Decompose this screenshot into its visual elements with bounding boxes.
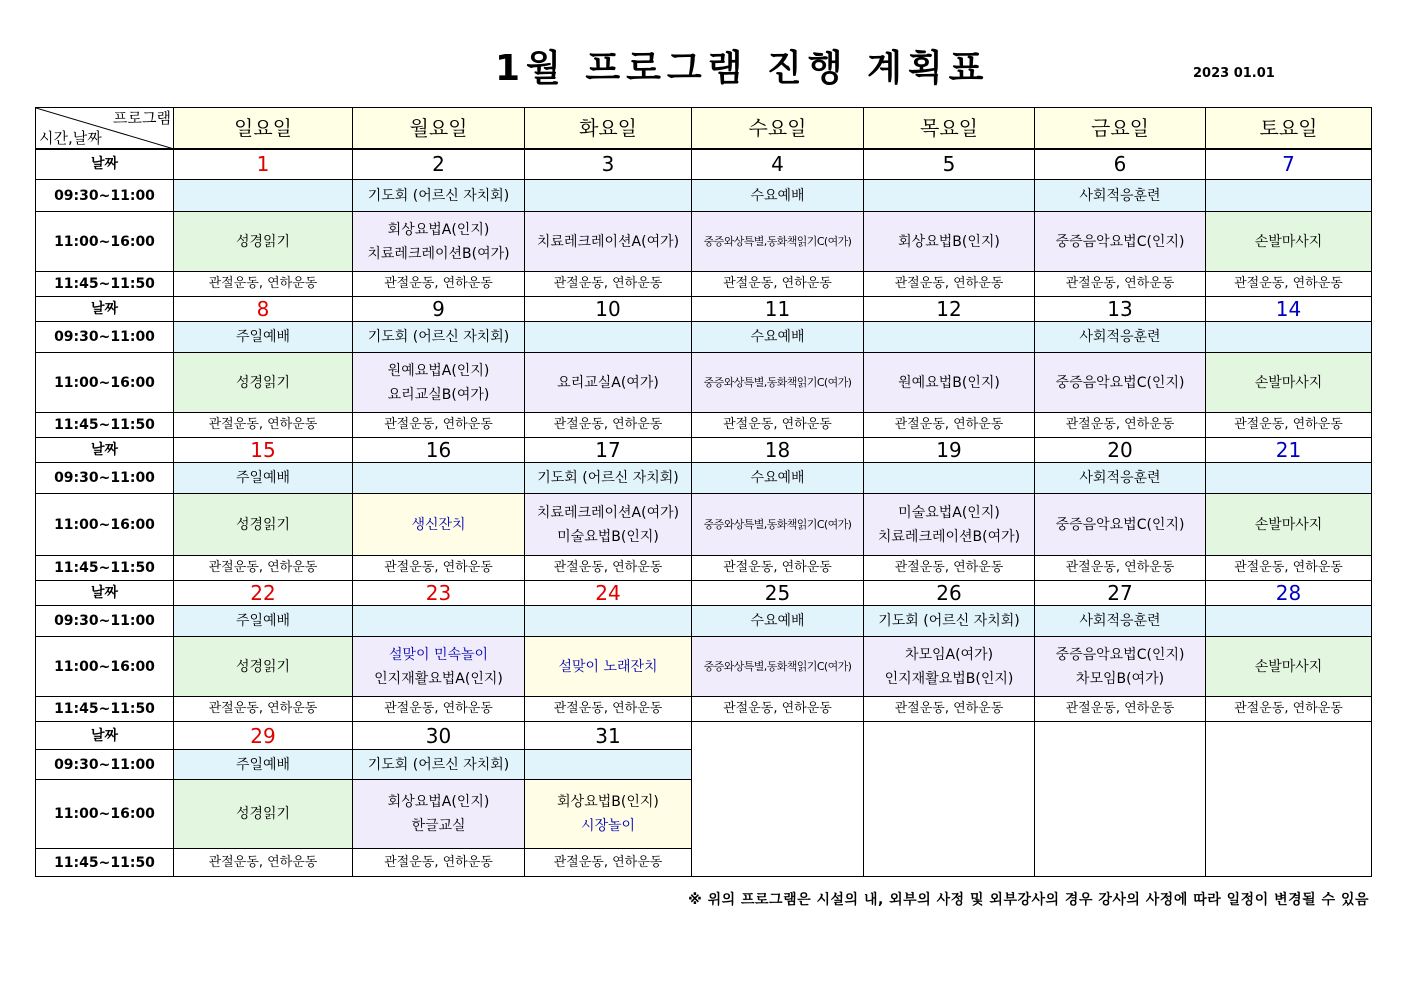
day-header-sun: 일요일 [174, 108, 353, 149]
row-label-exercise: 11:45~11:50 [36, 272, 174, 297]
exercise-program-sun: 관절운동, 연하운동 [174, 272, 353, 297]
morning-program-mon: 기도회 (어르신 자치회) [353, 322, 525, 353]
row-label-daytime: 11:00~16:00 [36, 212, 174, 272]
daytime-program-mon [353, 494, 525, 556]
morning-program-sun: 주일예배 [174, 750, 353, 780]
daytime-program-tue [525, 494, 692, 556]
daytime-program-fri [1035, 212, 1206, 272]
date-cell-thu: 5 [864, 149, 1035, 180]
date-cell-tue: 24 [525, 581, 692, 606]
daytime-program-thu [864, 494, 1035, 556]
daytime-slot-row [36, 780, 1372, 849]
row-label-exercise: 11:45~11:50 [36, 556, 174, 581]
document-date: 2023 01.01 [1193, 66, 1275, 81]
date-cell-mon: 2 [353, 149, 525, 180]
empty-cell [864, 750, 1035, 780]
footnote: ※ 위의 프로그램은 시설의 내, 외부의 사정 및 외부강사의 경우 강사의 사정에 따라 일정이 변경될 수 있음 [688, 892, 1369, 908]
date-cell-sun: 15 [174, 438, 353, 463]
program-line: 치료레크레이션B(여가) [367, 245, 510, 262]
daytime-program-wed [692, 637, 864, 697]
exercise-program-sat: 관절운동, 연하운동 [1206, 413, 1372, 438]
morning-program-fri: 사회적응훈련 [1035, 463, 1206, 494]
date-cell-fri: 27 [1035, 581, 1206, 606]
daytime-program-sat [1206, 353, 1372, 413]
exercise-program-sun: 관절운동, 연하운동 [174, 697, 353, 722]
program-line: 손발마사지 [1254, 516, 1323, 533]
exercise-slot-row [36, 697, 1372, 722]
date-cell-sun: 22 [174, 581, 353, 606]
program-line: 중증음악요법C(인지) [1055, 374, 1185, 391]
empty-cell [1035, 849, 1206, 877]
program-line: 인지재활요법A(인지) [374, 670, 503, 687]
program-line: 성경읽기 [235, 233, 291, 250]
daytime-program-tue [525, 780, 692, 849]
row-label-daytime: 11:00~16:00 [36, 637, 174, 697]
program-line: 설맞이 민속놀이 [388, 646, 489, 663]
morning-program-fri: 사회적응훈련 [1035, 322, 1206, 353]
program-line: 중증음악요법C(인지) [1055, 233, 1185, 250]
exercise-program-sun: 관절운동, 연하운동 [174, 413, 353, 438]
date-cell-tue: 31 [525, 722, 692, 750]
morning-slot-row [36, 180, 1372, 212]
empty-cell [1206, 849, 1372, 877]
daytime-slot-row [36, 637, 1372, 697]
date-cell-sun: 1 [174, 149, 353, 180]
daytime-program-mon [353, 780, 525, 849]
daytime-program-fri [1035, 353, 1206, 413]
daytime-program-tue [525, 637, 692, 697]
program-line: 원예요법A(인지) [387, 362, 490, 379]
daytime-slot-row [36, 353, 1372, 413]
exercise-program-sun: 관절운동, 연하운동 [174, 556, 353, 581]
daytime-program-tue [525, 353, 692, 413]
row-label-morning: 09:30~11:00 [36, 606, 174, 637]
morning-program-tue [525, 606, 692, 637]
program-line: 미술요법A(인지) [898, 504, 1000, 521]
program-line: 차모임B(여가) [1075, 670, 1165, 687]
program-line: 회상요법A(인지) [387, 794, 490, 810]
exercise-program-tue: 관절운동, 연하운동 [525, 413, 692, 438]
program-line: 시장놀이 [580, 818, 636, 834]
program-line: 성경읽기 [235, 516, 291, 533]
date-cell-fri: 13 [1035, 297, 1206, 322]
date-row [36, 297, 1372, 322]
program-line: 성경읽기 [235, 374, 291, 391]
exercise-program-mon: 관절운동, 연하운동 [353, 697, 525, 722]
date-cell-wed: 25 [692, 581, 864, 606]
exercise-slot-row [36, 849, 1372, 877]
daytime-program-mon [353, 637, 525, 697]
date-cell-thu: 26 [864, 581, 1035, 606]
date-cell-tue: 17 [525, 438, 692, 463]
daytime-program-thu [864, 353, 1035, 413]
exercise-program-sun: 관절운동, 연하운동 [174, 849, 353, 877]
row-label-date: 날짜 [36, 438, 174, 463]
daytime-program-wed [692, 494, 864, 556]
date-cell-sat: 7 [1206, 149, 1372, 180]
morning-program-mon: 기도회 (어르신 자치회) [353, 180, 525, 212]
program-line: 중증와상특별,동화책읽기C(여가) [703, 234, 852, 248]
program-line: 차모임A(여가) [904, 646, 994, 663]
empty-cell [692, 750, 864, 780]
exercise-program-thu: 관절운동, 연하운동 [864, 556, 1035, 581]
row-label-exercise: 11:45~11:50 [36, 849, 174, 877]
day-header-fri: 금요일 [1035, 108, 1206, 149]
morning-program-thu [864, 322, 1035, 353]
date-cell-sat: 14 [1206, 297, 1372, 322]
morning-program-mon [353, 606, 525, 637]
morning-program-mon [353, 463, 525, 494]
date-cell-thu: 19 [864, 438, 1035, 463]
program-line: 성경읽기 [235, 658, 291, 675]
daytime-program-wed [692, 353, 864, 413]
program-line: 중증와상특별,동화책읽기C(여가) [703, 659, 852, 673]
exercise-program-wed: 관절운동, 연하운동 [692, 697, 864, 722]
morning-program-tue [525, 322, 692, 353]
day-header-wed: 수요일 [692, 108, 864, 149]
program-line: 치료레크레이션A(여가) [536, 504, 680, 521]
morning-program-sat [1206, 463, 1372, 494]
morning-program-tue: 기도회 (어르신 자치회) [525, 463, 692, 494]
daytime-program-thu [864, 637, 1035, 697]
program-line: 중증음악요법C(인지) [1055, 646, 1185, 663]
header-corner [36, 108, 174, 149]
morning-program-sun: 주일예배 [174, 606, 353, 637]
exercise-slot-row [36, 413, 1372, 438]
daytime-program-sat [1206, 637, 1372, 697]
empty-cell [864, 780, 1035, 849]
exercise-program-wed: 관절운동, 연하운동 [692, 413, 864, 438]
exercise-program-mon: 관절운동, 연하운동 [353, 413, 525, 438]
row-label-date: 날짜 [36, 581, 174, 606]
daytime-program-sun [174, 353, 353, 413]
corner-time-date-label: 시간,날짜 [39, 128, 102, 147]
program-line: 설맞이 노래잔치 [558, 658, 658, 675]
day-header-row [36, 108, 1372, 149]
exercise-program-mon: 관절운동, 연하운동 [353, 849, 525, 877]
date-cell-tue: 3 [525, 149, 692, 180]
daytime-program-mon [353, 212, 525, 272]
morning-program-thu [864, 463, 1035, 494]
exercise-slot-row [36, 556, 1372, 581]
program-line: 회상요법B(인지) [898, 233, 1000, 250]
daytime-program-wed [692, 212, 864, 272]
row-label-morning: 09:30~11:00 [36, 463, 174, 494]
morning-program-mon: 기도회 (어르신 자치회) [353, 750, 525, 780]
exercise-program-tue: 관절운동, 연하운동 [525, 272, 692, 297]
date-cell-sun: 8 [174, 297, 353, 322]
exercise-program-thu: 관절운동, 연하운동 [864, 272, 1035, 297]
row-label-morning: 09:30~11:00 [36, 750, 174, 780]
exercise-program-tue: 관절운동, 연하운동 [525, 849, 692, 877]
morning-program-wed: 수요예배 [692, 463, 864, 494]
program-line: 회상요법B(인지) [557, 794, 659, 810]
daytime-program-fri [1035, 637, 1206, 697]
schedule-table [35, 107, 1372, 877]
program-line: 생신잔치 [411, 516, 466, 533]
row-label-exercise: 11:45~11:50 [36, 697, 174, 722]
empty-cell [1035, 750, 1206, 780]
exercise-program-fri: 관절운동, 연하운동 [1035, 272, 1206, 297]
daytime-program-sat [1206, 494, 1372, 556]
morning-program-wed: 수요예배 [692, 180, 864, 212]
date-cell-thu: 12 [864, 297, 1035, 322]
row-label-date: 날짜 [36, 149, 174, 180]
morning-program-wed: 수요예배 [692, 322, 864, 353]
program-line: 치료레크레이션B(여가) [877, 528, 1021, 545]
row-label-daytime: 11:00~16:00 [36, 494, 174, 556]
daytime-program-sun [174, 637, 353, 697]
program-line: 중증와상특별,동화책읽기C(여가) [703, 375, 852, 389]
date-cell-sat: 28 [1206, 581, 1372, 606]
empty-cell [692, 849, 864, 877]
program-line: 중증와상특별,동화책읽기C(여가) [703, 517, 852, 531]
empty-cell [692, 722, 864, 750]
page-title: 1월 프로그램 진행 계획표 [495, 48, 990, 89]
program-line: 미술요법B(인지) [557, 528, 659, 545]
date-cell-sat: 21 [1206, 438, 1372, 463]
program-line: 원예요법B(인지) [898, 374, 1000, 391]
morning-slot-row [36, 463, 1372, 494]
program-line: 인지재활요법B(인지) [884, 670, 1014, 687]
date-row [36, 722, 1372, 750]
program-line: 손발마사지 [1254, 658, 1323, 675]
day-header-thu: 목요일 [864, 108, 1035, 149]
daytime-slot-row [36, 212, 1372, 272]
program-line: 손발마사지 [1254, 233, 1323, 250]
exercise-program-tue: 관절운동, 연하운동 [525, 697, 692, 722]
exercise-program-fri: 관절운동, 연하운동 [1035, 413, 1206, 438]
exercise-program-sat: 관절운동, 연하운동 [1206, 272, 1372, 297]
morning-program-thu: 기도회 (어르신 자치회) [864, 606, 1035, 637]
empty-cell [1206, 780, 1372, 849]
morning-program-sun: 주일예배 [174, 322, 353, 353]
empty-cell [1035, 722, 1206, 750]
exercise-program-wed: 관절운동, 연하운동 [692, 556, 864, 581]
morning-program-tue [525, 180, 692, 212]
exercise-program-tue: 관절운동, 연하운동 [525, 556, 692, 581]
daytime-slot-row [36, 494, 1372, 556]
exercise-program-fri: 관절운동, 연하운동 [1035, 697, 1206, 722]
morning-program-thu [864, 180, 1035, 212]
daytime-program-sun [174, 494, 353, 556]
daytime-program-sun [174, 212, 353, 272]
program-line: 요리교실A(여가) [557, 374, 659, 391]
morning-program-sun: 주일예배 [174, 463, 353, 494]
day-header-tue: 화요일 [525, 108, 692, 149]
daytime-program-thu [864, 212, 1035, 272]
morning-program-fri: 사회적응훈련 [1035, 180, 1206, 212]
date-cell-mon: 16 [353, 438, 525, 463]
morning-program-tue [525, 750, 692, 780]
morning-program-fri: 사회적응훈련 [1035, 606, 1206, 637]
program-line: 회상요법A(인지) [387, 221, 490, 238]
exercise-program-sat: 관절운동, 연하운동 [1206, 697, 1372, 722]
row-label-date: 날짜 [36, 297, 174, 322]
date-cell-wed: 18 [692, 438, 864, 463]
daytime-program-fri [1035, 494, 1206, 556]
program-line: 요리교실B(여가) [387, 386, 490, 403]
exercise-slot-row [36, 272, 1372, 297]
program-line: 치료레크레이션A(여가) [536, 233, 680, 250]
empty-cell [1035, 780, 1206, 849]
exercise-program-thu: 관절운동, 연하운동 [864, 413, 1035, 438]
program-line: 성경읽기 [235, 806, 291, 822]
program-line: 한글교실 [411, 818, 466, 834]
empty-cell [864, 722, 1035, 750]
day-header-sat: 토요일 [1206, 108, 1372, 149]
date-cell-fri: 6 [1035, 149, 1206, 180]
morning-slot-row [36, 750, 1372, 780]
empty-cell [864, 849, 1035, 877]
daytime-program-sat [1206, 212, 1372, 272]
date-row [36, 581, 1372, 606]
exercise-program-wed: 관절운동, 연하운동 [692, 272, 864, 297]
date-cell-tue: 10 [525, 297, 692, 322]
morning-program-sat [1206, 606, 1372, 637]
exercise-program-mon: 관절운동, 연하운동 [353, 272, 525, 297]
daytime-program-sun [174, 780, 353, 849]
row-label-morning: 09:30~11:00 [36, 322, 174, 353]
row-label-date: 날짜 [36, 722, 174, 750]
date-cell-mon: 30 [353, 722, 525, 750]
morning-slot-row [36, 322, 1372, 353]
exercise-program-fri: 관절운동, 연하운동 [1035, 556, 1206, 581]
date-row [36, 149, 1372, 180]
row-label-morning: 09:30~11:00 [36, 180, 174, 212]
exercise-program-sat: 관절운동, 연하운동 [1206, 556, 1372, 581]
date-row [36, 438, 1372, 463]
corner-program-label: 프로그램 [113, 109, 171, 127]
row-label-daytime: 11:00~16:00 [36, 353, 174, 413]
exercise-program-mon: 관절운동, 연하운동 [353, 556, 525, 581]
program-line: 손발마사지 [1254, 374, 1323, 391]
empty-cell [1206, 722, 1372, 750]
row-label-exercise: 11:45~11:50 [36, 413, 174, 438]
exercise-program-thu: 관절운동, 연하운동 [864, 697, 1035, 722]
morning-program-sun [174, 180, 353, 212]
row-label-daytime: 11:00~16:00 [36, 780, 174, 849]
day-header-mon: 월요일 [353, 108, 525, 149]
daytime-program-tue [525, 212, 692, 272]
morning-slot-row [36, 606, 1372, 637]
date-cell-fri: 20 [1035, 438, 1206, 463]
morning-program-sat [1206, 322, 1372, 353]
daytime-program-mon [353, 353, 525, 413]
empty-cell [1206, 750, 1372, 780]
morning-program-wed: 수요예배 [692, 606, 864, 637]
date-cell-wed: 4 [692, 149, 864, 180]
date-cell-sun: 29 [174, 722, 353, 750]
date-cell-mon: 23 [353, 581, 525, 606]
empty-cell [692, 780, 864, 849]
morning-program-sat [1206, 180, 1372, 212]
date-cell-wed: 11 [692, 297, 864, 322]
date-cell-mon: 9 [353, 297, 525, 322]
program-line: 중증음악요법C(인지) [1055, 516, 1185, 533]
